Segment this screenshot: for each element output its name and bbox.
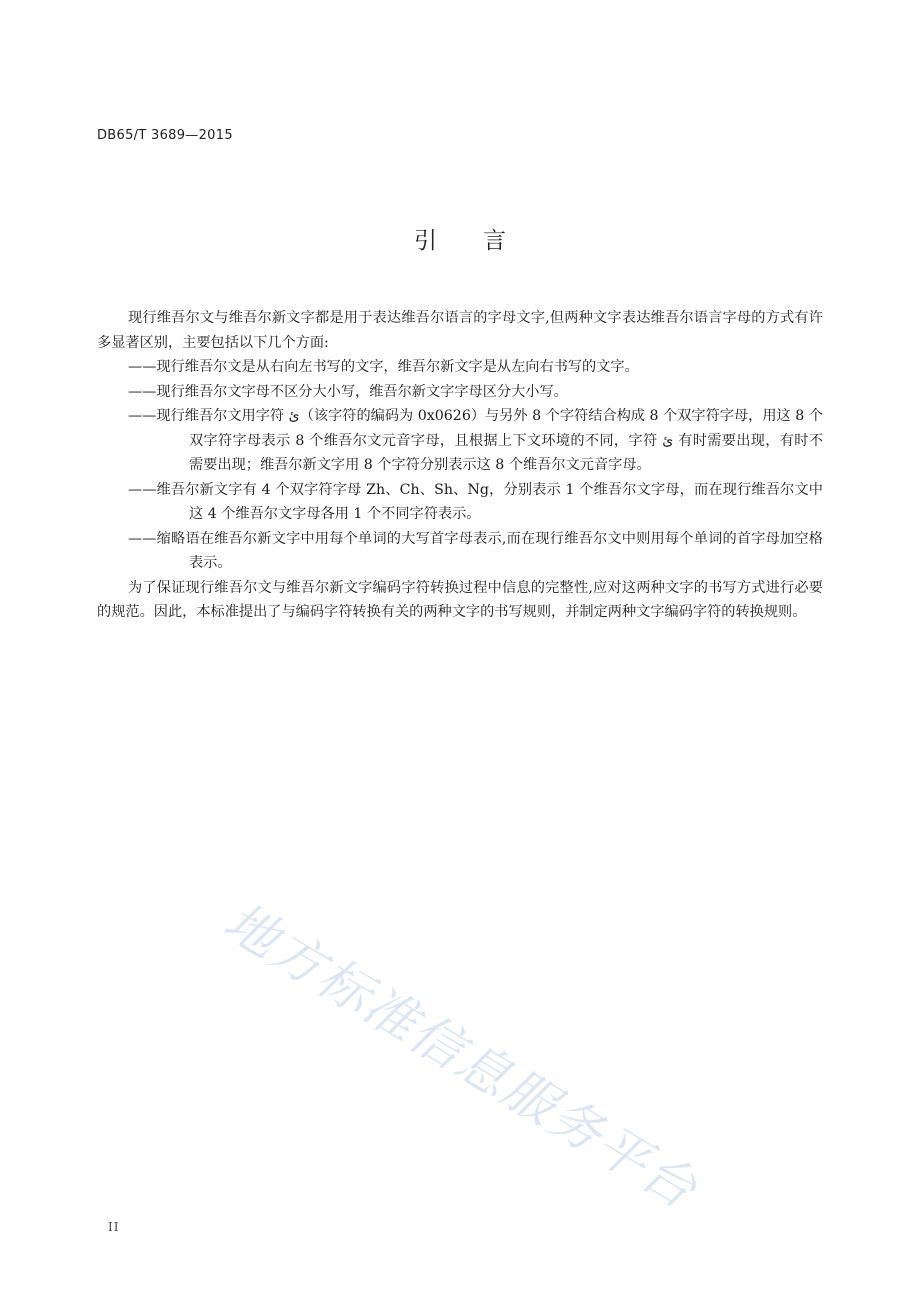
intro-paragraph: 现行维吾尔文与维吾尔新文字都是用于表达维吾尔语言的字母文字,但两种文字表达维吾尔语言字母的方式有许多显著区别，主要包括以下几个方面: [97, 310, 823, 351]
watermark: 地方标准信息服务平台 [213, 891, 708, 1222]
standard-code: DB65/T 3689—2015 [97, 128, 233, 143]
list-item: ——现行维吾尔文是从右向左书写的文字，维吾尔新文字是从左向右书写的文字。 [128, 359, 639, 375]
page-title: 引言 [414, 228, 552, 254]
closing-paragraph: 为了保证现行维吾尔文与维吾尔新文字编码字符转换过程中信息的完整性,应对这两种文字的书写方式进行必要的规范。因此，本标准提出了与编码字符转换有关的两种文字的书写规则，并制定两种文字编码字符的转换规则。 [97, 579, 823, 620]
page-number: II [108, 1220, 120, 1234]
list-item: ——缩略语在维吾尔新文字中用每个单词的大写首字母表示,而在现行维吾尔文中则用每个单词的首字母加空格表示。 [128, 530, 823, 571]
list-item: ——现行维吾尔文字母不区分大小写，维吾尔新文字字母区分大小写。 [128, 383, 568, 400]
list-item: ——维吾尔新文字有 4 个双字符字母 Zh、Ch、Sh、Ng，分别表示 1 个维吾尔文字母，而在现行维吾尔文中这 4 个维吾尔文字母各用 1 个不同字符表示。 [128, 481, 823, 522]
introduction-body [97, 306, 823, 625]
list-item: ——现行维吾尔文用字符 ئ（该字符的编码为 0x0626）与另外 8 个字符结合构成 8 个双字符字母，用这 8 个双字符字母表示 8 个维吾尔文元音字母，且根据上下文环境的不同，字符 ئ 有时需要出现，有时不需要出现；维吾尔新文字用 8 个字符分别表示这 8 个维吾尔文元音字母。 [128, 408, 824, 473]
